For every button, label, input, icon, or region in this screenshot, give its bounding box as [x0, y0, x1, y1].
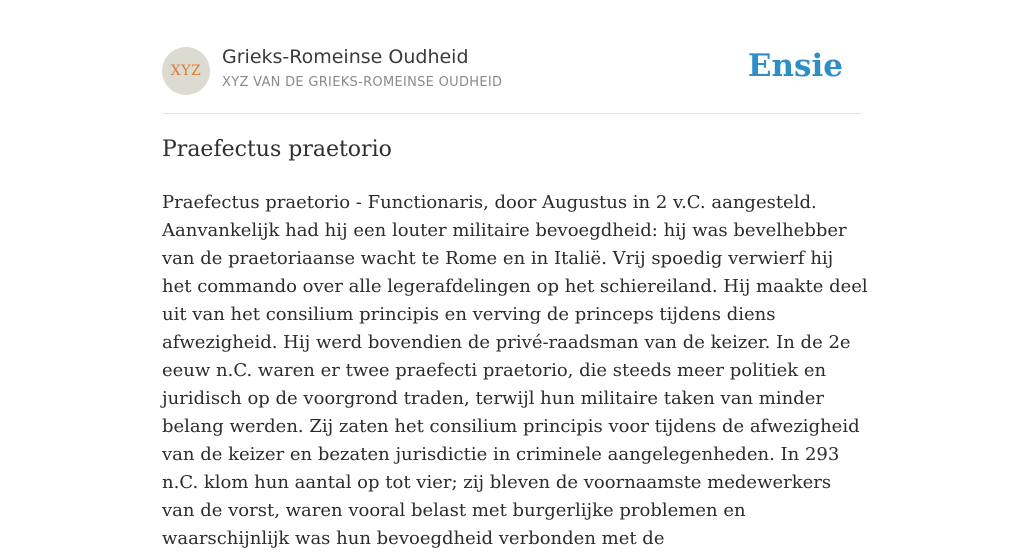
author-subtitle: XYZ VAN DE GRIEKS-ROMEINSE OUDHEID [222, 75, 503, 90]
article-page [162, 0, 868, 549]
author-name[interactable]: Grieks-Romeinse Oudheid [222, 46, 469, 68]
article-title: Praefectus praetorio [162, 137, 392, 162]
article-body: Praefectus praetorio - Functionaris, door Augustus in 2 v.C. aangesteld. Aanvankelijk had hij een louter militaire bevoegdheid: hij was bevelhebber van de praetoriaanse wacht te Rome en in Italië. Vrij spoedig verwierf hij het commando over alle legerafdelingen op het schiereiland. Hij maakte deel uit van het consilium principis en verving de princeps tijdens diens afwezigheid. Hij werd bovendien de privé-raadsman van de keizer. In de 2e eeuw n.C. waren er twee praefecti praetorio, die steeds meer politiek en juridisch op de voorgrond traden, terwijl hun militaire taken van minder belang werden. Zij zaten het consilium principis voor tijdens de afwezigheid van de keizer en bezaten jurisdictie in criminele aangelegenheden. In 293 n.C. klom hun aantal op tot vier; zij bleven de voornaamste medewerkers van de vorst, waren vooral belast met burgerlijke problemen en waarschijnlijk was hun bevoegdheid verbonden met de [162, 192, 868, 549]
author-avatar[interactable] [162, 47, 210, 95]
ensie-logo-link[interactable]: Ensie [747, 48, 843, 84]
article-header [162, 0, 862, 114]
avatar-initials: XYZ [170, 63, 202, 79]
